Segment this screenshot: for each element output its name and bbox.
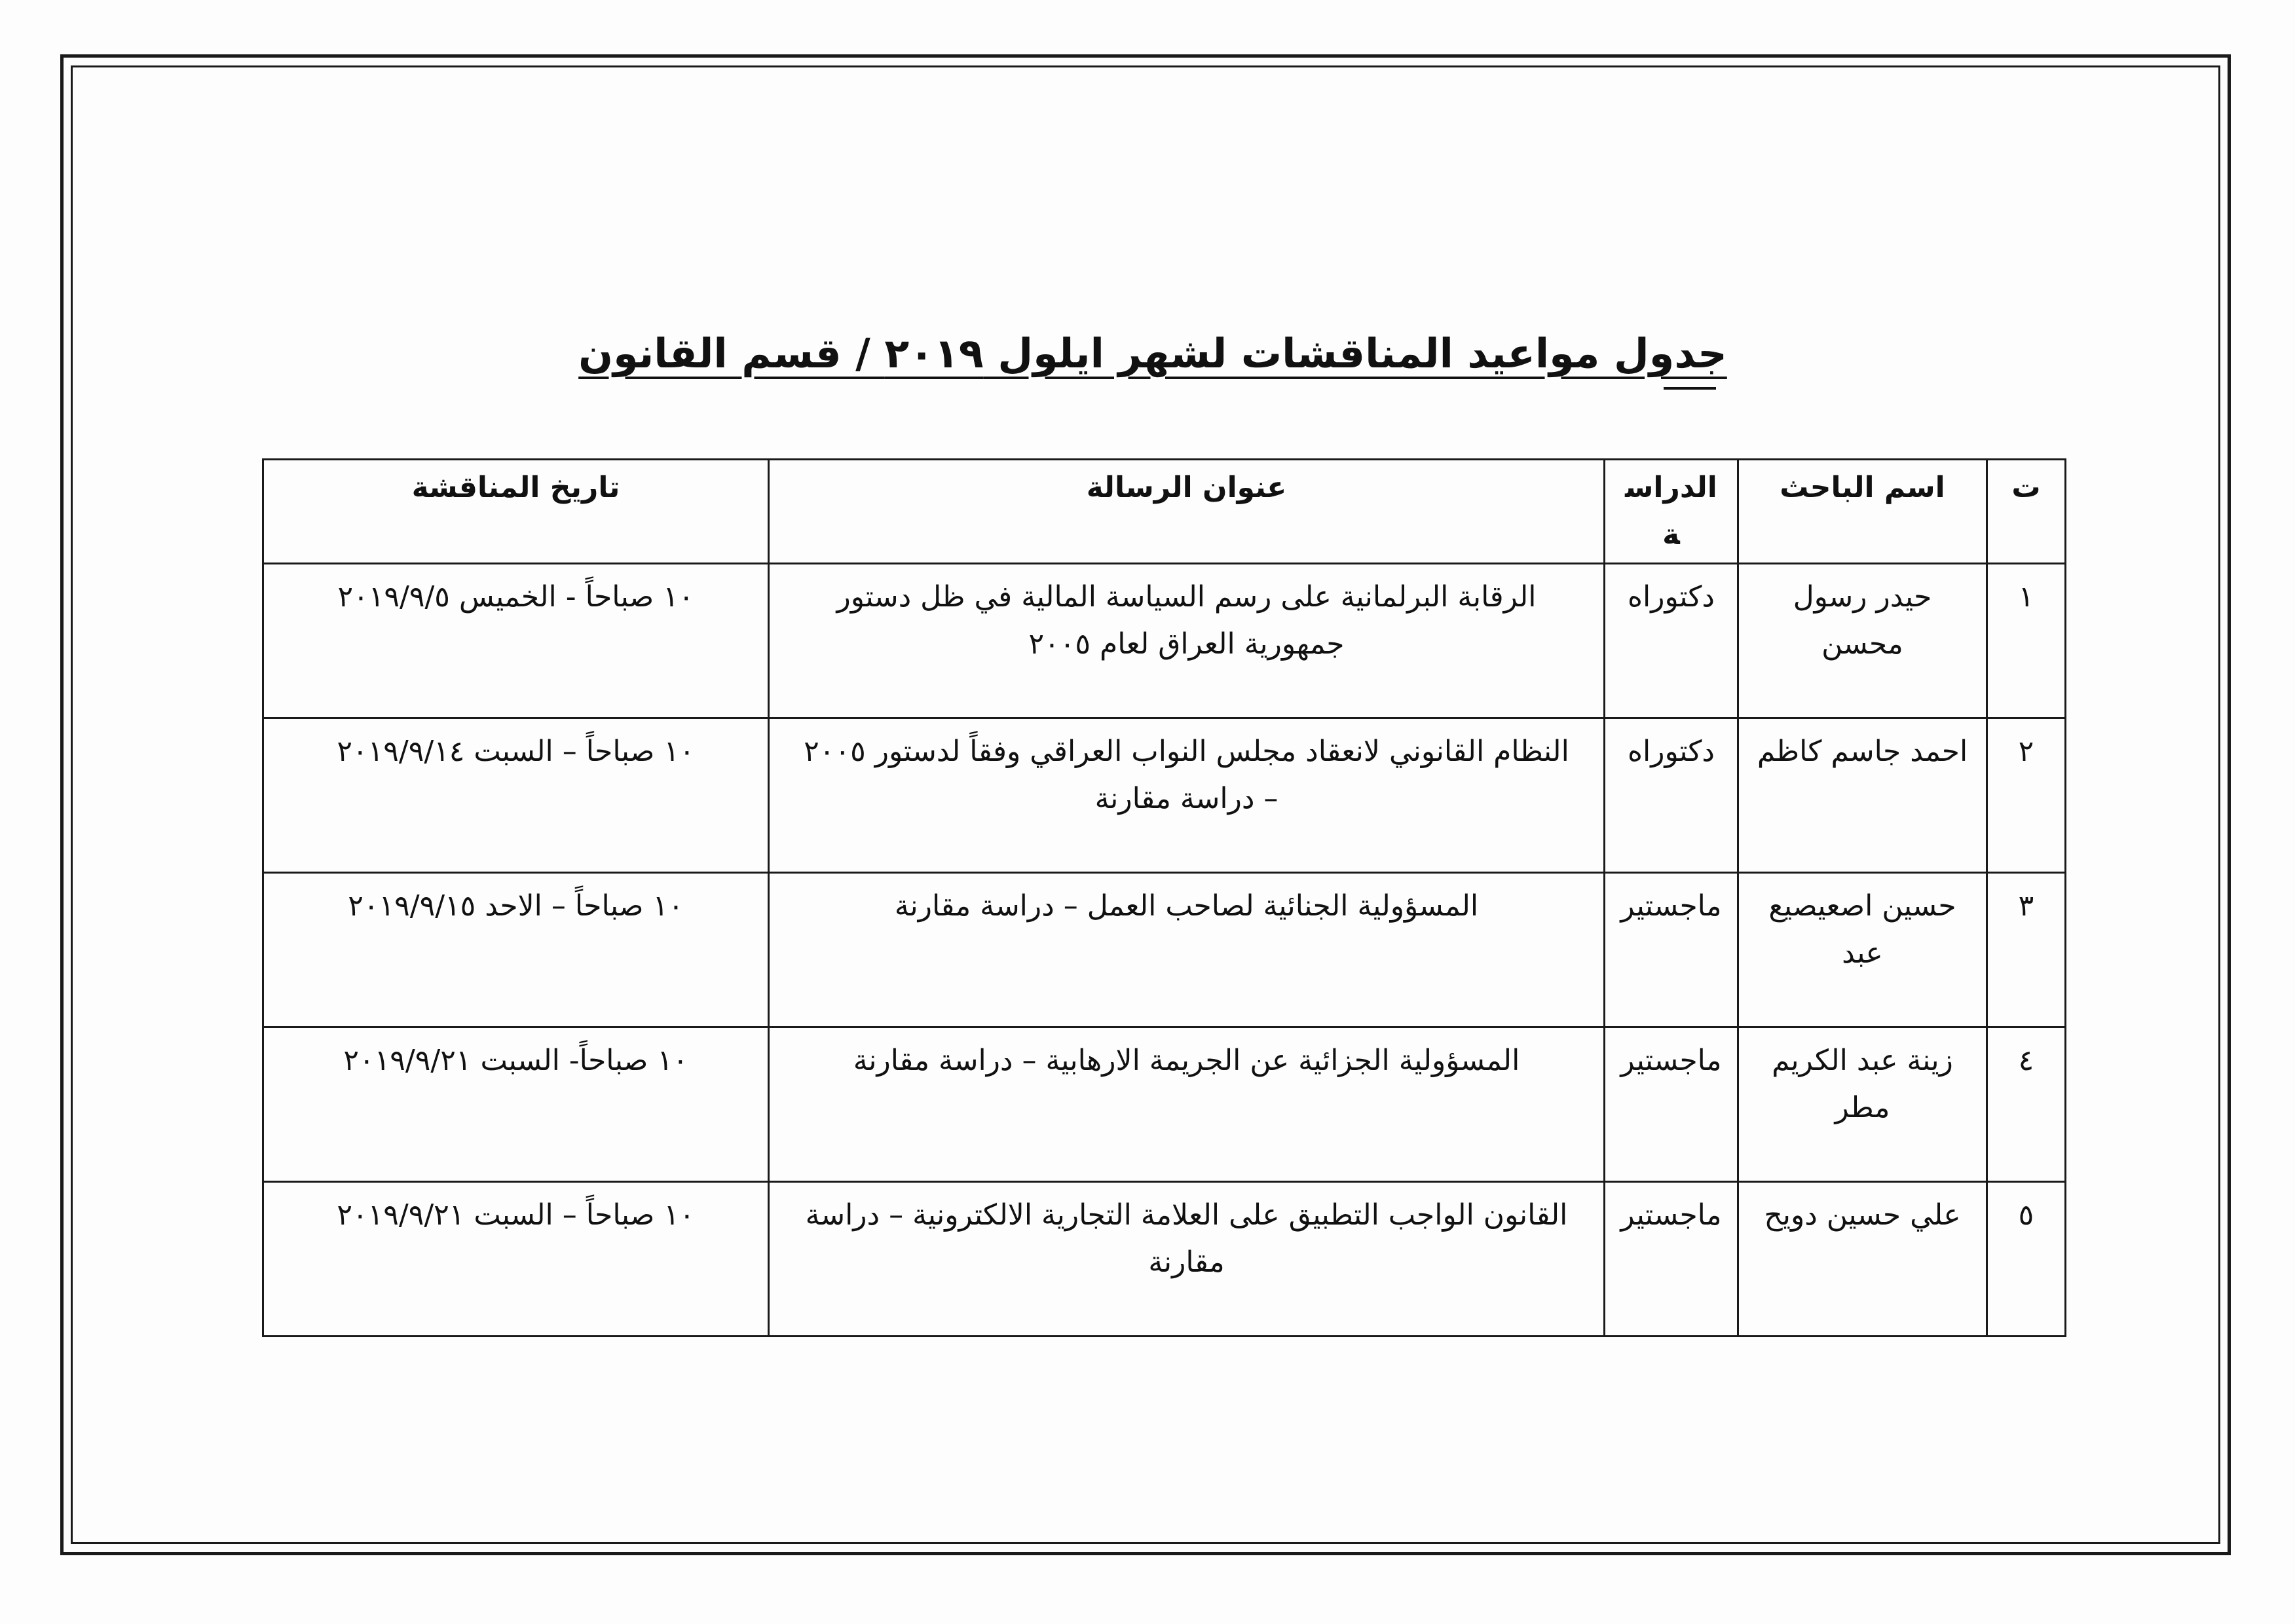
header-researcher: اسم الباحث	[1738, 460, 1987, 564]
table-row	[263, 1027, 2066, 1182]
table-row	[263, 1182, 2066, 1337]
row-number: ٣	[1987, 873, 2066, 1027]
header-thesis-title: عنوان الرسالة	[769, 460, 1605, 564]
header-number: ت	[1987, 460, 2066, 564]
header-study: الدراسة	[1605, 460, 1738, 564]
researcher-name: زينة عبد الكريم مطر	[1738, 1027, 1987, 1182]
table-row	[263, 873, 2066, 1027]
researcher-name: علي حسين دويح	[1738, 1182, 1987, 1337]
thesis-title: النظام القانوني لانعقاد مجلس النواب العراقي وفقاً لدستور ٢٠٠٥ – دراسة مقارنة	[769, 718, 1605, 873]
study-level: دكتوراه	[1605, 564, 1738, 718]
title-underline	[1664, 387, 1716, 390]
discussion-date: ١٠ صباحاً – السبت ٢٠١٩/٩/١٤	[263, 718, 769, 873]
table-header-row	[263, 460, 2066, 564]
study-level: ماجستير	[1605, 1027, 1738, 1182]
researcher-name: حيدر رسول محسن	[1738, 564, 1987, 718]
header-discussion-date: تاريخ المناقشة	[263, 460, 769, 564]
discussion-date: ١٠ صباحاً- السبت ٢٠١٩/٩/٢١	[263, 1027, 769, 1182]
thesis-title: المسؤولية الجزائية عن الجريمة الارهابية – دراسة مقارنة	[769, 1027, 1605, 1182]
page-title-text: جدول مواعيد المناقشات لشهر ايلول ٢٠١٩ / قسم القانون	[578, 329, 1727, 377]
page-title	[393, 321, 1912, 386]
discussion-schedule-table	[262, 458, 2066, 1337]
row-number: ١	[1987, 564, 2066, 718]
study-level: ماجستير	[1605, 1182, 1738, 1337]
discussion-date: ١٠ صباحاً - الخميس ٢٠١٩/٩/٥	[263, 564, 769, 718]
thesis-title: الرقابة البرلمانية على رسم السياسة المالية في ظل دستور جمهورية العراق لعام ٢٠٠٥	[769, 564, 1605, 718]
row-number: ٢	[1987, 718, 2066, 873]
study-level: دكتوراه	[1605, 718, 1738, 873]
table-row	[263, 718, 2066, 873]
discussion-date: ١٠ صباحاً – السبت ٢٠١٩/٩/٢١	[263, 1182, 769, 1337]
researcher-name: احمد جاسم كاظم	[1738, 718, 1987, 873]
study-level: ماجستير	[1605, 873, 1738, 1027]
discussion-date: ١٠ صباحاً – الاحد ٢٠١٩/٩/١٥	[263, 873, 769, 1027]
thesis-title: القانون الواجب التطبيق على العلامة التجارية الالكترونية – دراسة مقارنة	[769, 1182, 1605, 1337]
row-number: ٥	[1987, 1182, 2066, 1337]
table-row	[263, 564, 2066, 718]
thesis-title: المسؤولية الجنائية لصاحب العمل – دراسة مقارنة	[769, 873, 1605, 1027]
researcher-name: حسين اصعيصيع عبد	[1738, 873, 1987, 1027]
row-number: ٤	[1987, 1027, 2066, 1182]
